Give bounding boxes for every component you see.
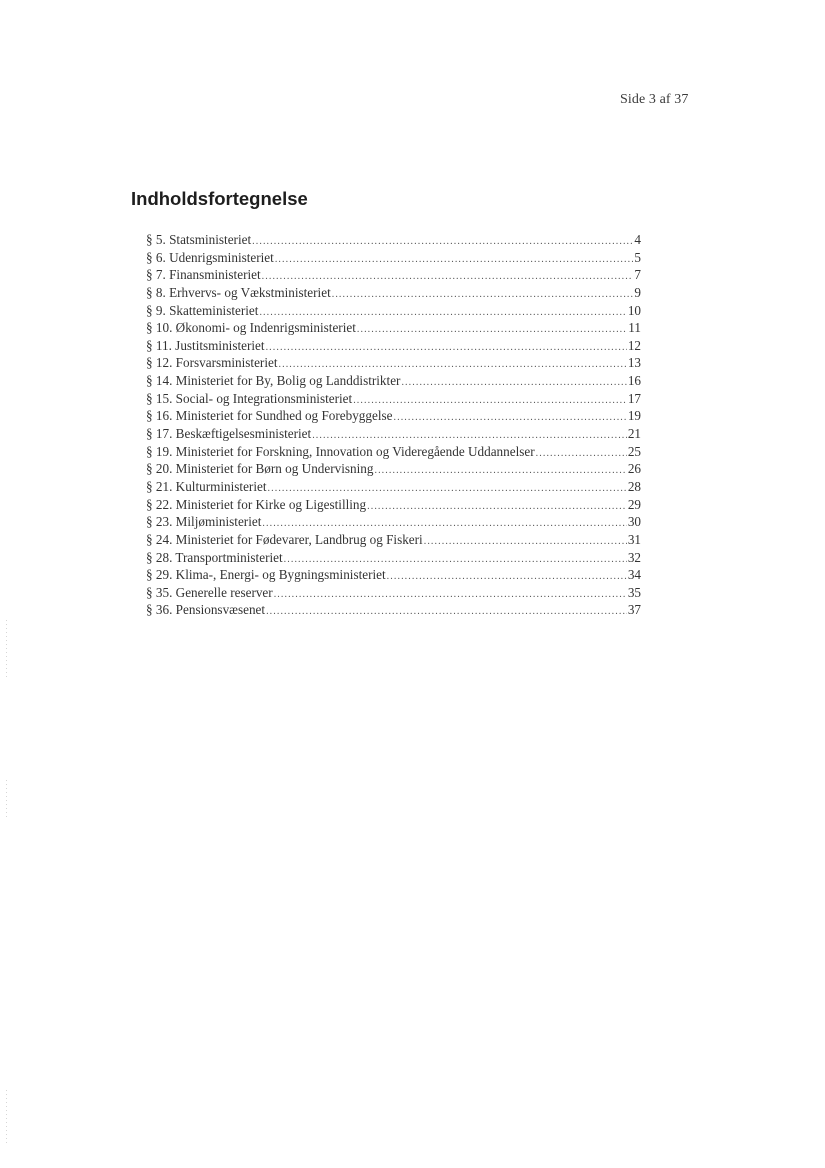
toc-dot-leader bbox=[394, 409, 627, 427]
toc-entry-page: 19 bbox=[627, 408, 641, 424]
toc-list bbox=[146, 231, 641, 619]
toc-entry-page: 10 bbox=[627, 302, 641, 318]
toc-entry-label: § 35. Generelle reserver bbox=[146, 584, 273, 600]
toc-entry-label: § 23. Miljøministeriet bbox=[146, 514, 262, 530]
toc-entry-label: § 19. Ministeriet for Forskning, Innovation og Videregående Uddannelser bbox=[146, 443, 535, 459]
toc-entry-page: 28 bbox=[627, 478, 641, 494]
toc-entry-page: 16 bbox=[627, 373, 641, 389]
toc-entry-page: 32 bbox=[627, 549, 641, 565]
toc-entry bbox=[146, 302, 641, 320]
toc-entry-page: 12 bbox=[627, 337, 641, 353]
toc-entry bbox=[146, 390, 641, 408]
toc-entry-label: § 28. Transportministeriet bbox=[146, 549, 283, 565]
toc-entry bbox=[146, 372, 641, 390]
toc-entry-label: § 15. Social- og Integrationsministeriet bbox=[146, 390, 353, 406]
toc-entry bbox=[146, 231, 641, 249]
toc-entry-label: § 16. Ministeriet for Sundhed og Forebyggelse bbox=[146, 408, 393, 424]
toc-dot-leader bbox=[367, 498, 627, 516]
scan-margin-mark bbox=[6, 620, 7, 680]
toc-dot-leader bbox=[332, 286, 634, 304]
toc-entry bbox=[146, 425, 641, 443]
scan-margin-mark bbox=[6, 780, 7, 820]
toc-entry bbox=[146, 249, 641, 267]
toc-entry bbox=[146, 266, 641, 284]
scan-margin-mark bbox=[6, 1090, 7, 1145]
page-number: Side 3 af 37 bbox=[620, 92, 689, 107]
toc-dot-leader bbox=[266, 603, 627, 621]
toc-entry-page: 5 bbox=[634, 249, 641, 265]
toc-entry-page: 11 bbox=[628, 320, 641, 336]
toc-entry-page: 37 bbox=[627, 602, 641, 618]
toc-title: Indholdsfortegnelse bbox=[131, 188, 308, 209]
toc-entry-page: 7 bbox=[634, 267, 641, 283]
toc-dot-leader bbox=[374, 462, 626, 480]
toc-entry-page: 25 bbox=[627, 443, 641, 459]
toc-entry-label: § 6. Udenrigsministeriet bbox=[146, 249, 274, 265]
toc-entry bbox=[146, 460, 641, 478]
toc-dot-leader bbox=[387, 568, 627, 586]
toc-entry bbox=[146, 601, 641, 619]
toc-entry-label: § 14. Ministeriet for By, Bolig og Landdistrikter bbox=[146, 373, 401, 389]
toc-entry bbox=[146, 549, 641, 567]
toc-entry bbox=[146, 284, 641, 302]
toc-entry-page: 17 bbox=[627, 390, 641, 406]
toc-entry bbox=[146, 531, 641, 549]
toc-entry-label: § 7. Finansministeriet bbox=[146, 267, 261, 283]
toc-dot-leader bbox=[275, 251, 634, 269]
toc-entry bbox=[146, 443, 641, 461]
toc-dot-leader bbox=[401, 374, 626, 392]
toc-dot-leader bbox=[252, 233, 633, 251]
toc-entry-page: 4 bbox=[634, 232, 641, 247]
toc-entry-label: § 12. Forsvarsministeriet bbox=[146, 355, 278, 371]
toc-entry bbox=[146, 407, 641, 425]
toc-entry bbox=[146, 337, 641, 355]
toc-entry-label: § 22. Ministeriet for Kirke og Ligestilling bbox=[146, 496, 367, 512]
toc-entry-label: § 21. Kulturministeriet bbox=[146, 478, 267, 494]
toc-entry-page: 21 bbox=[627, 426, 641, 442]
toc-entry-page: 13 bbox=[627, 355, 641, 371]
toc-entry bbox=[146, 319, 641, 337]
toc-entry bbox=[146, 478, 641, 496]
toc-dot-leader bbox=[274, 586, 627, 604]
toc-dot-leader bbox=[424, 533, 627, 551]
toc-entry-page: 29 bbox=[627, 496, 641, 512]
toc-entry-label: § 11. Justitsministeriet bbox=[146, 337, 265, 353]
toc-entry bbox=[146, 513, 641, 531]
toc-entry-page: 9 bbox=[634, 284, 641, 300]
toc-entry bbox=[146, 354, 641, 372]
toc-dot-leader bbox=[353, 392, 627, 410]
toc-dot-leader bbox=[536, 445, 627, 463]
toc-entry-label: § 5. Statsministeriet bbox=[146, 232, 252, 247]
toc-entry bbox=[146, 584, 641, 602]
toc-entry-label: § 17. Beskæftigelsesministeriet bbox=[146, 426, 312, 442]
toc-entry-page: 35 bbox=[627, 584, 641, 600]
toc-dot-leader bbox=[266, 339, 627, 357]
toc-entry-label: § 8. Erhvervs- og Vækstministeriet bbox=[146, 284, 331, 300]
toc-entry-label: § 24. Ministeriet for Fødevarer, Landbrug og Fiskeri bbox=[146, 531, 423, 547]
toc-entry-page: 31 bbox=[627, 531, 641, 547]
toc-entry-label: § 36. Pensionsvæsenet bbox=[146, 602, 266, 618]
toc-entry-label: § 10. Økonomi- og Indenrigsministeriet bbox=[146, 320, 356, 336]
toc-entry-page: 34 bbox=[627, 567, 641, 583]
toc-entry bbox=[146, 496, 641, 514]
toc-entry-page: 30 bbox=[627, 514, 641, 530]
toc-entry-label: § 9. Skatteministeriet bbox=[146, 302, 259, 318]
toc-entry-label: § 29. Klima-, Energi- og Bygningsministeriet bbox=[146, 567, 386, 583]
toc-dot-leader bbox=[357, 321, 627, 339]
toc-entry bbox=[146, 566, 641, 584]
toc-entry-page: 26 bbox=[627, 461, 641, 477]
toc-entry-label: § 20. Ministeriet for Børn og Undervisning bbox=[146, 461, 374, 477]
